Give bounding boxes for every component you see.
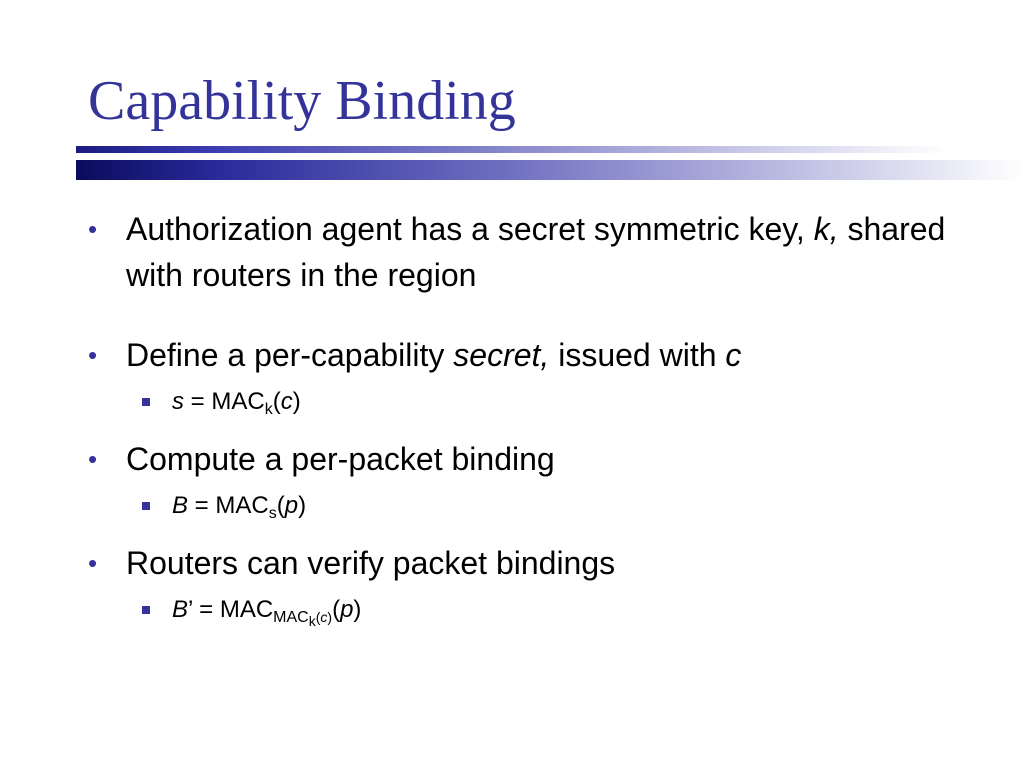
bullet-text: Define a per-capability — [126, 337, 454, 373]
formula-subscript: MAC — [273, 609, 309, 626]
title-rule-thin — [76, 146, 948, 153]
formula-subscript-group — [273, 609, 333, 629]
formula-sub-open: ( — [315, 609, 321, 625]
slide-title: Capability Binding — [88, 70, 516, 132]
formula-lhs: B — [172, 492, 189, 519]
formula-sub-arg: c — [320, 609, 328, 625]
sub-bullet-verify-formula — [88, 590, 968, 630]
bullet-compute-binding — [88, 436, 968, 482]
bullet-define-secret — [88, 332, 968, 378]
bullet-marker: • — [88, 214, 98, 244]
formula-close: ) — [298, 492, 307, 519]
formula-lhs: s — [172, 388, 184, 415]
formula-sub-close: ) — [327, 609, 333, 625]
bullet-text: Routers can verify packet bindings — [126, 545, 616, 581]
formula-eq: = MAC — [192, 596, 274, 623]
sub-bullet-square — [142, 606, 150, 614]
formula-close: ) — [292, 388, 301, 415]
sub-bullet-square — [142, 502, 150, 510]
formula-prime: ’ — [188, 596, 193, 623]
bullet-italic-secret: secret, — [453, 337, 550, 373]
formula-arg: p — [340, 596, 354, 623]
sub-bullet-binding-formula — [88, 486, 968, 526]
slide-body — [88, 206, 968, 644]
formula-subscript: k — [264, 401, 273, 418]
bullet-italic-k: k, — [813, 211, 839, 247]
formula-open: ( — [272, 388, 281, 415]
bullet-italic-c: c — [725, 337, 742, 373]
formula-eq: = MAC — [188, 492, 269, 519]
bullet-marker: • — [88, 340, 98, 370]
formula-arg: p — [284, 492, 299, 519]
formula-open: ( — [332, 596, 341, 623]
bullet-marker: • — [88, 548, 98, 578]
formula-subscript: s — [268, 505, 277, 522]
sub-bullet-secret-formula — [88, 382, 968, 422]
formula-lhs: B — [172, 596, 189, 623]
bullet-routers-verify — [88, 540, 968, 586]
formula-close: ) — [353, 596, 362, 623]
title-rule-thick — [76, 160, 1024, 180]
formula-arg: c — [280, 388, 293, 415]
bullet-authorization-agent — [88, 206, 968, 298]
bullet-text-rest: shared with routers in the region — [126, 211, 946, 293]
bullet-marker: • — [88, 444, 98, 474]
bullet-text-middle: issued with — [549, 337, 726, 373]
formula-open: ( — [276, 492, 285, 519]
bullet-text: Compute a per-packet binding — [126, 441, 555, 477]
sub-bullet-square — [142, 398, 150, 406]
bullet-text: Authorization agent has a secret symmetric key, — [126, 211, 814, 247]
formula-eq: = MAC — [184, 388, 265, 415]
formula-subsubscript: k — [308, 613, 316, 629]
